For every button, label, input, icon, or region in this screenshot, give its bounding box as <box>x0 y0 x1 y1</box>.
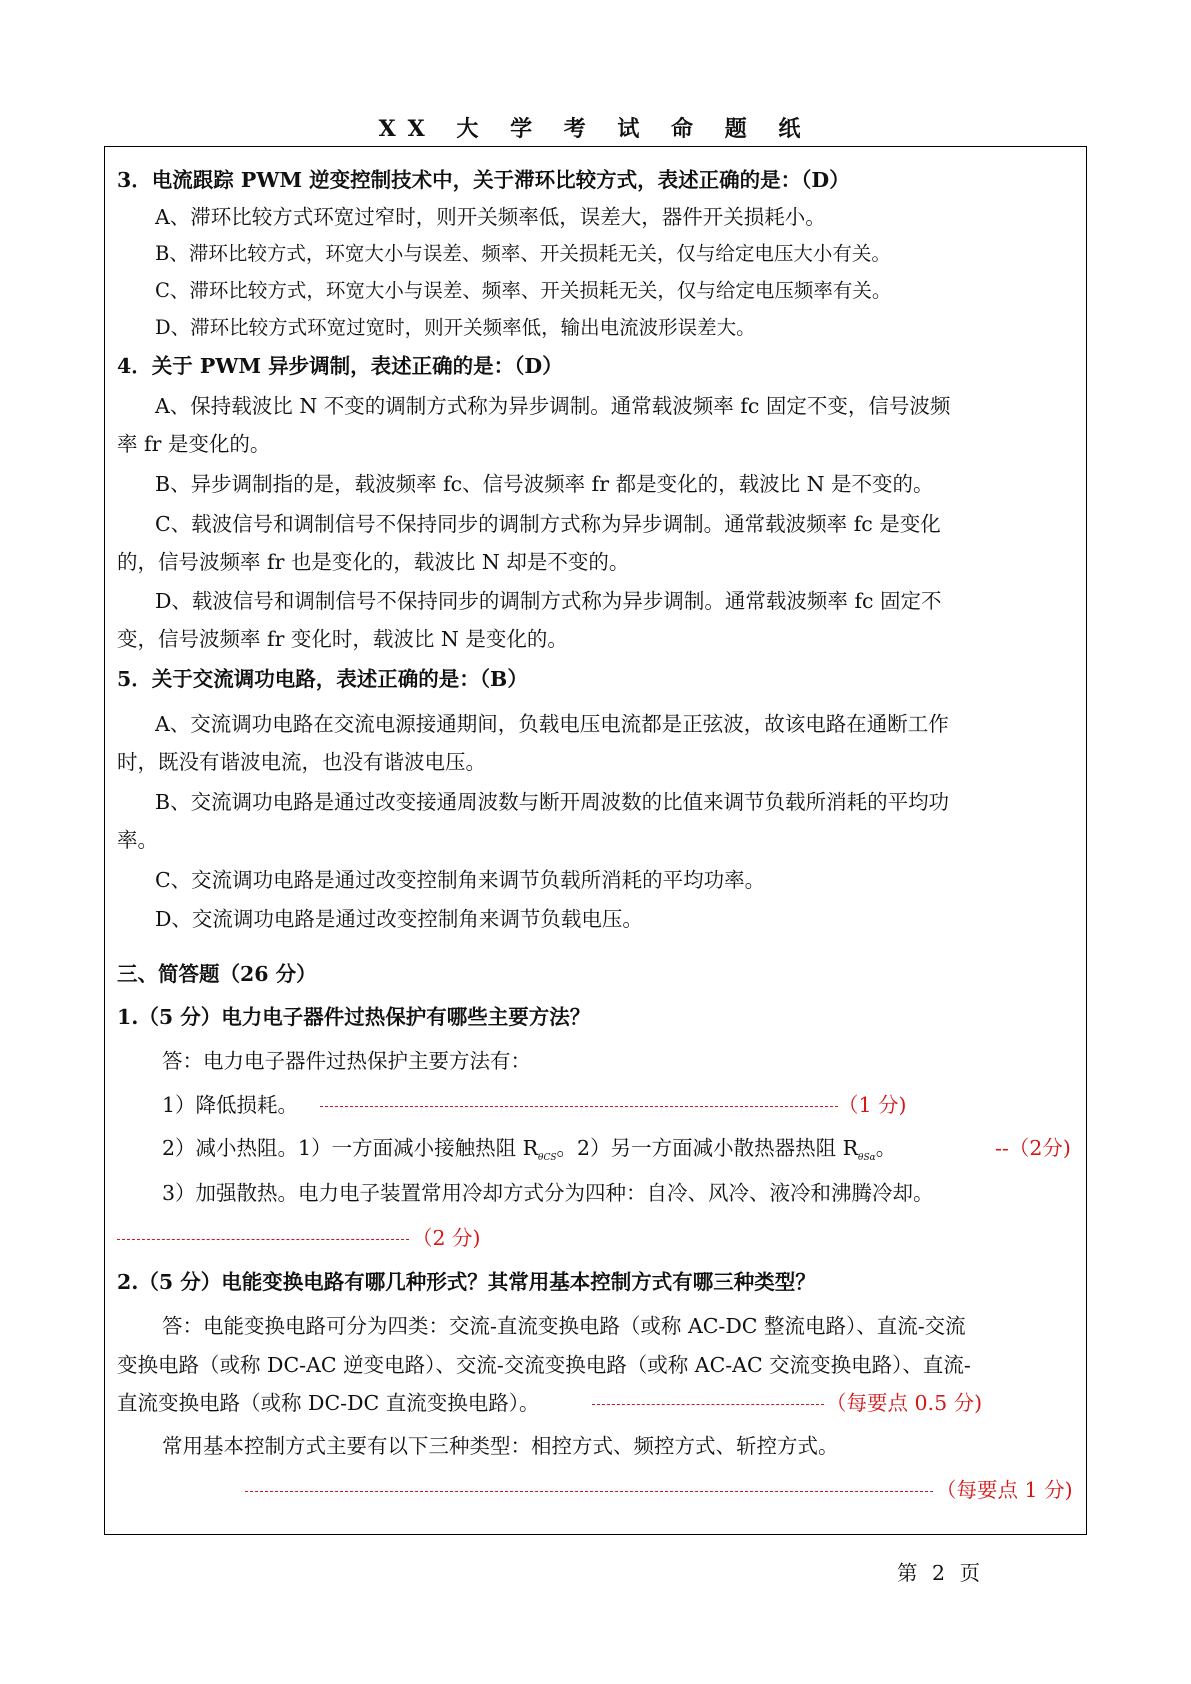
question-4-title: 4．关于 PWM 异步调制，表述正确的是：（D） <box>117 354 563 378</box>
score-5: （每要点 1 分) <box>936 1478 1073 1502</box>
question-4-option-c-line1: C、载波信号和调制信号不保持同步的调制方式称为异步调制。通常载波频率 fc 是变化 <box>155 512 941 536</box>
short-answer-2-answer-line3: 直流变换电路（或称 DC-DC 直流变换电路）。 <box>117 1391 540 1415</box>
short-answer-2-answer-line2: 变换电路（或称 DC-AC 逆变电路）、交流-交流变换电路（或称 AC-AC 交流变换电路）、直流- <box>117 1353 971 1377</box>
score-leader-line <box>245 1491 933 1492</box>
short-answer-1-item-1: 1）降低损耗。 <box>162 1093 299 1117</box>
short-answer-2-title: 2.（5 分）电能变换电路有哪几种形式？其常用基本控制方式有哪三种类型？ <box>117 1270 816 1294</box>
section-3-title: 三、简答题（26 分） <box>117 962 317 986</box>
score-leader-line <box>320 1106 838 1107</box>
score-leader-line <box>592 1404 824 1405</box>
question-5-title: 5．关于交流调功电路，表述正确的是：（B） <box>117 667 528 691</box>
short-answer-1-answer-intro: 答：电力电子器件过热保护主要方法有： <box>162 1049 531 1073</box>
question-3-title: 3．电流跟踪 PWM 逆变控制技术中，关于滞环比较方式，表述正确的是：（D） <box>117 168 850 192</box>
thermal-resistance-subscript-sa: θSα <box>858 1153 876 1163</box>
item-2-text-c: 。 <box>875 1136 897 1160</box>
short-answer-1-item-2 <box>162 1138 896 1163</box>
question-4-option-d-line1: D、载波信号和调制信号不保持同步的调制方式称为异步调制。通常载波频率 fc 固定不 <box>155 589 942 613</box>
question-3-option-b: B、滞环比较方式，环宽大小与误差、频率、开关损耗无关，仅与给定电压大小有关。 <box>155 242 891 265</box>
score-leader-line <box>117 1239 409 1240</box>
question-5-option-c: C、交流调功电路是通过改变控制角来调节负载所消耗的平均功率。 <box>155 868 766 892</box>
item-2-text-a: 2）减小热阻。1）一方面减小接触热阻 R <box>162 1136 539 1160</box>
question-3-option-c: C、滞环比较方式，环宽大小与误差、频率、开关损耗无关，仅与给定电压频率有关。 <box>155 279 892 302</box>
short-answer-1-item-3: 3）加强散热。电力电子装置常用冷却方式分为四种：自冷、风冷、液冷和沸腾冷却。 <box>162 1181 934 1205</box>
question-5-option-d: D、交流调功电路是通过改变控制角来调节负载电压。 <box>155 907 643 931</box>
score-1: （1 分) <box>838 1093 907 1117</box>
thermal-resistance-subscript-cs: θCS <box>538 1153 557 1163</box>
score-2: --（2分) <box>995 1136 1071 1160</box>
score-4: （每要点 0.5 分) <box>826 1391 983 1415</box>
question-4-option-c-line2: 的，信号波频率 fr 也是变化的，载波比 N 却是不变的。 <box>117 550 630 574</box>
question-4-option-a-line2: 率 fr 是变化的。 <box>117 432 271 456</box>
item-2-text-b: 。2）另一方面减小散热器热阻 R <box>556 1136 859 1160</box>
score-3: （2 分) <box>412 1226 481 1250</box>
question-4-option-d-line2: 变，信号波频率 fr 变化时，载波比 N 是变化的。 <box>117 627 568 651</box>
question-5-option-a-line1: A、交流调功电路在交流电源接通期间，负载电压电流都是正弦波，故该电路在通断工作 <box>155 712 949 736</box>
question-5-option-b-line1: B、交流调功电路是通过改变接通周波数与断开周波数的比值来调节负载所消耗的平均功 <box>155 790 950 814</box>
question-5-option-a-line2: 时，既没有谐波电流，也没有谐波电压。 <box>117 750 486 774</box>
question-3-option-a: A、滞环比较方式环宽过窄时，则开关频率低，误差大，器件开关损耗小。 <box>155 205 826 229</box>
question-4-option-a-line1: A、保持载波比 N 不变的调制方式称为异步调制。通常载波频率 fc 固定不变，信号波频 <box>155 394 951 418</box>
question-5-option-b-line2: 率。 <box>117 828 158 852</box>
exam-paper-title: XX 大 学 考 试 命 题 纸 <box>378 116 813 142</box>
short-answer-1-title: 1.（5 分）电力电子器件过热保护有哪些主要方法？ <box>117 1005 591 1029</box>
question-3-option-d: D、滞环比较方式环宽过宽时，则开关频率低，输出电流波形误差大。 <box>155 316 756 339</box>
question-4-option-b: B、异步调制指的是，载波频率 fc、信号波频率 fr 都是变化的，载波比 N 是不变的。 <box>155 472 934 496</box>
short-answer-2-answer-line4: 常用基本控制方式主要有以下三种类型：相控方式、频控方式、斩控方式。 <box>162 1434 839 1458</box>
short-answer-2-answer-line1: 答：电能变换电路可分为四类：交流-直流变换电路（或称 AC-DC 整流电路）、直流-交流 <box>162 1314 966 1338</box>
page-number: 第 2 页 <box>897 1561 985 1585</box>
